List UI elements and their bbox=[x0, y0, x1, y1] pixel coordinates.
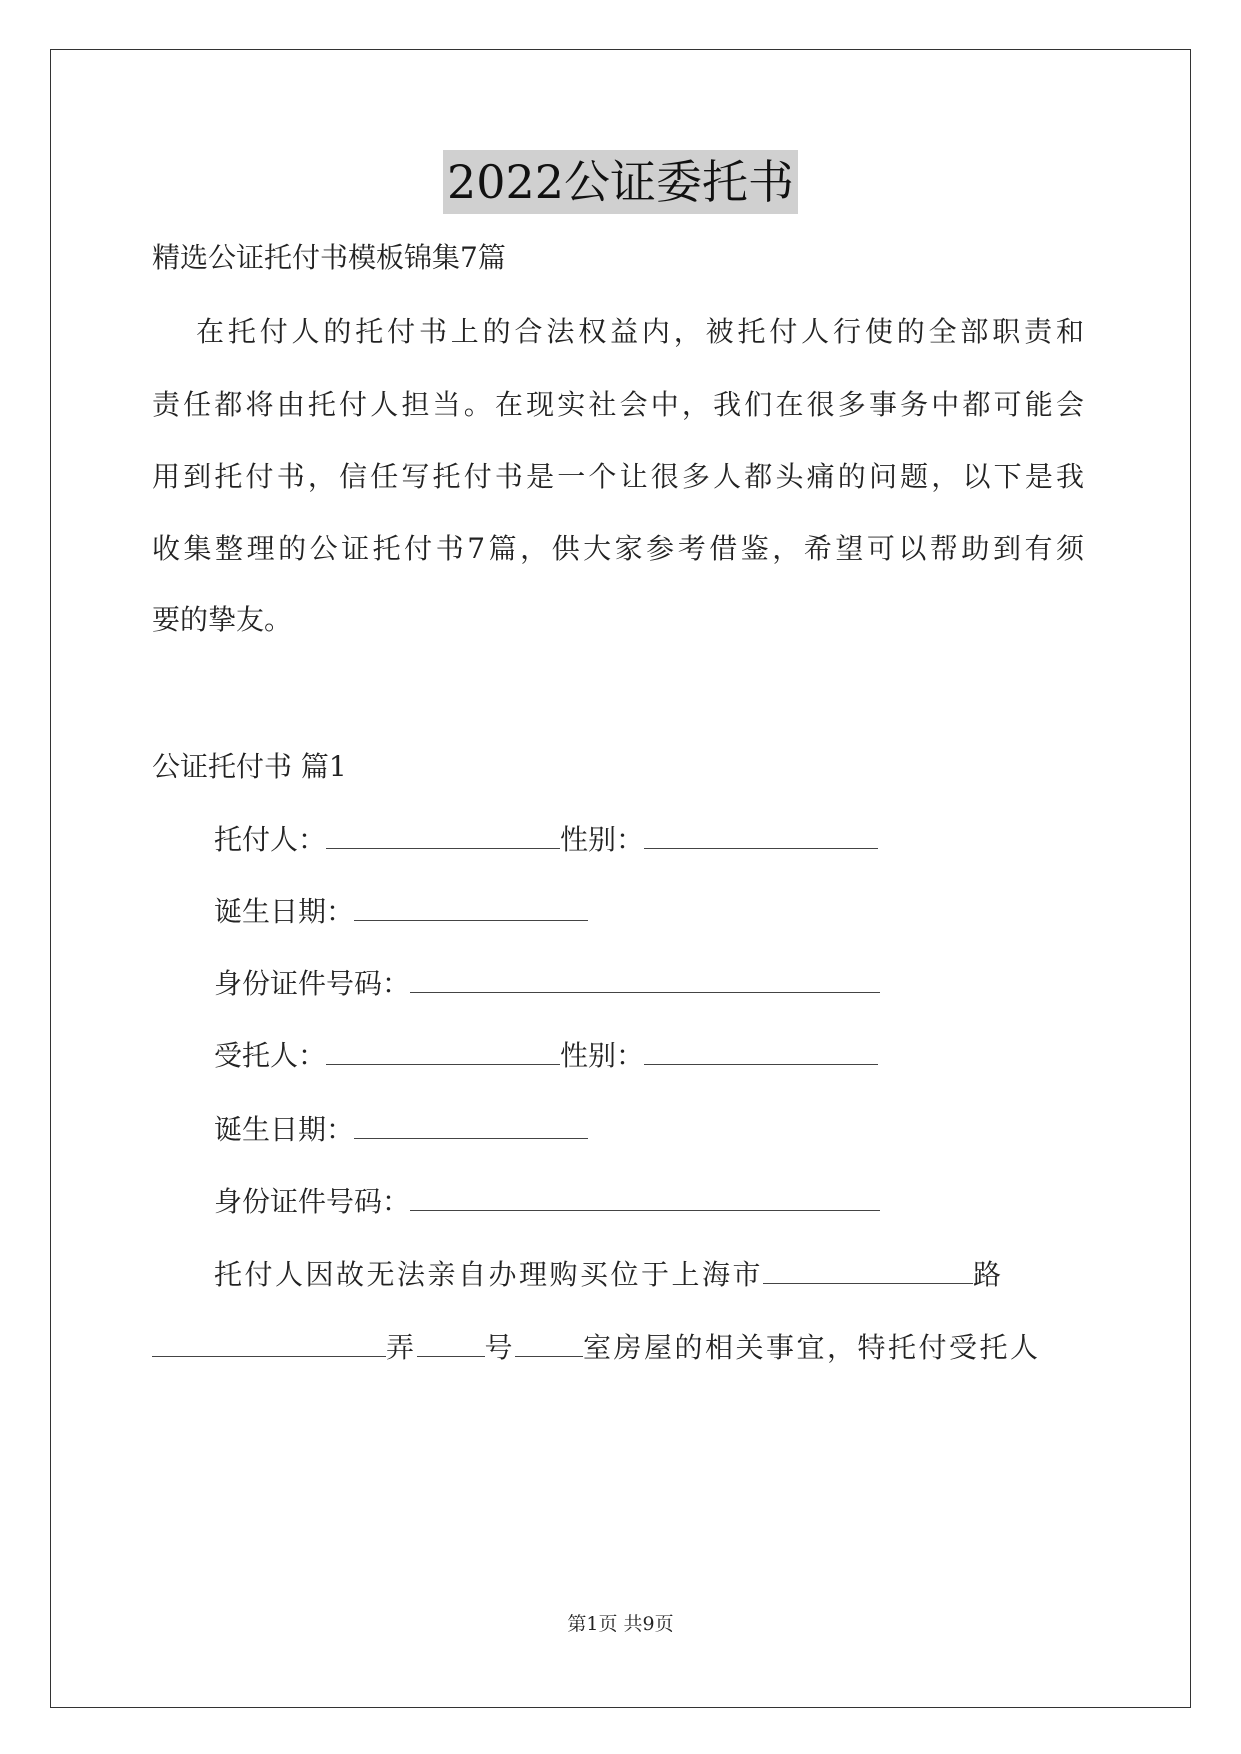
intro-line-4: 收集整理的公证托付书7篇，供大家参考借鉴，希望可以帮助到有须 bbox=[152, 532, 1084, 565]
intro-line-2: 责任都将由托付人担当。在现实社会中，我们在很多事务中都可能会 bbox=[152, 388, 1084, 421]
principal-id-label: 身份证件号码： bbox=[214, 967, 411, 1000]
principal-birth-row bbox=[214, 892, 588, 932]
page-border bbox=[50, 49, 1191, 1708]
agent-blank bbox=[326, 1040, 560, 1065]
agent-id-blank bbox=[410, 1186, 880, 1211]
body-line-2-text: 室房屋的相关事宜，特托付受托人 bbox=[583, 1331, 1041, 1364]
principal-id-blank bbox=[410, 968, 880, 993]
principal-gender-label: 性别： bbox=[560, 823, 645, 856]
principal-gender-blank bbox=[644, 824, 878, 849]
number-label: 号 bbox=[484, 1331, 516, 1364]
number-blank bbox=[417, 1332, 485, 1357]
intro-line-3: 用到托付书，信任写托付书是一个让很多人都头痛的问题，以下是我 bbox=[152, 460, 1084, 493]
room-blank bbox=[515, 1332, 583, 1357]
principal-birth-blank bbox=[354, 896, 588, 921]
principal-label: 托付人： bbox=[214, 823, 327, 856]
principal-id-row bbox=[214, 964, 880, 1004]
agent-id-label: 身份证件号码： bbox=[214, 1185, 411, 1218]
page-footer: 第1页 共9页 bbox=[567, 1613, 674, 1635]
section-heading: 公证托付书 篇1 bbox=[152, 750, 347, 783]
body-line-2 bbox=[152, 1328, 1041, 1368]
agent-birth-row bbox=[214, 1110, 588, 1150]
lane-label: 弄 bbox=[386, 1331, 417, 1364]
intro-line-5: 要的挚友。 bbox=[152, 603, 293, 636]
agent-birth-label: 诞生日期： bbox=[214, 1113, 355, 1146]
agent-gender-label: 性别： bbox=[560, 1039, 645, 1072]
body-line-1-text: 托付人因故无法亲自办理购买位于上海市 bbox=[214, 1258, 764, 1291]
principal-birth-label: 诞生日期： bbox=[214, 895, 355, 928]
document-title: 2022公证委托书 bbox=[443, 150, 798, 214]
body-line-1 bbox=[214, 1255, 1004, 1295]
document-subtitle: 精选公证托付书模板锦集7篇 bbox=[152, 241, 506, 274]
agent-birth-blank bbox=[354, 1114, 588, 1139]
principal-row bbox=[214, 820, 878, 860]
road-blank bbox=[763, 1259, 973, 1284]
road-label: 路 bbox=[973, 1258, 1004, 1291]
agent-label: 受托人： bbox=[214, 1039, 327, 1072]
lane-blank bbox=[152, 1332, 386, 1357]
intro-line-1: 在托付人的托付书上的合法权益内，被托付人行使的全部职责和 bbox=[196, 315, 1084, 348]
agent-id-row bbox=[214, 1182, 880, 1222]
agent-row bbox=[214, 1036, 878, 1076]
principal-blank bbox=[326, 824, 560, 849]
agent-gender-blank bbox=[644, 1040, 878, 1065]
